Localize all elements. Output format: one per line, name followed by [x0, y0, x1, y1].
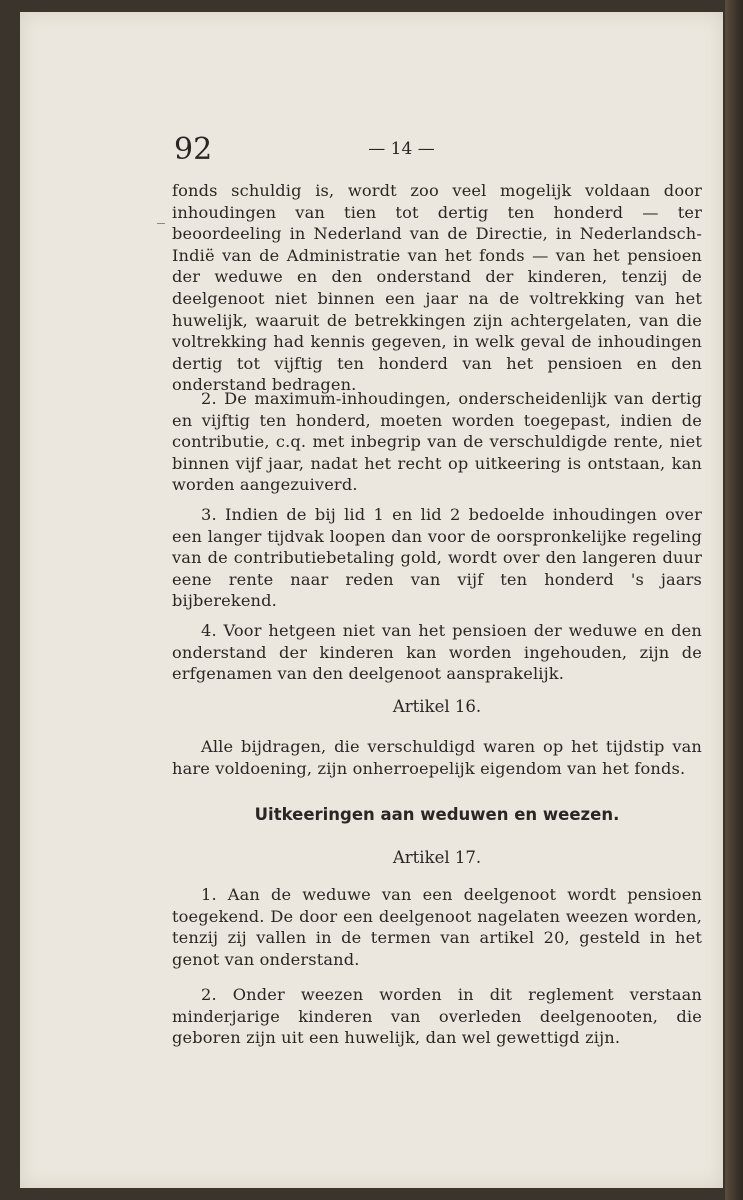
article-17-paragraph-1-text: 1. Aan de weduwe van een deelgenoot wordt pensioen toegekend. De door een deelgenoot nagelaten weezen worden, tenzij zij vallen in de termen van artikel 20, gesteld in het genot van onderstand. [172, 885, 702, 969]
article-16-text: Alle bijdragen, die verschuldigd waren op het tijdstip van hare voldoening, zijn onherroepelijk eigendom van het fonds. [172, 737, 702, 778]
paragraph-4 [172, 620, 702, 685]
running-head: — 14 — [368, 139, 435, 159]
article-17-heading: Artikel 17. [392, 848, 482, 867]
section-heading: Uitkeeringen aan weduwen en weezen. [254, 805, 620, 824]
paragraph-2-text: 2. De maximum-inhoudingen, onderscheidenlijk van dertig en vijftig ten honderd, moeten worden toegepast, indien de contributie, c.q. met inbegrip van de verschuldigde rente, niet binnen vijf jaar, nadat het recht op uitkeering is ontstaan, kan worden aangezuiverd. [172, 389, 702, 495]
paragraph-4-text: 4. Voor hetgeen niet van het pensioen der weduwe en den onderstand der kinderen kan worden ingehouden, zijn de erfgenamen van den deelgenoot aansprakelijk. [172, 621, 702, 684]
article-17-paragraph-2-text: 2. Onder weezen worden in dit reglement verstaan minderjarige kinderen van overleden deelgenooten, die geboren zijn uit een huwelijk, dan wel gewettigd zijn. [172, 985, 702, 1048]
paragraph-intro-text: fonds schuldig is, wordt zoo veel mogelijk voldaan door inhoudingen van tien tot dertig ten honderd — ter beoordeeling in Nederland van de Directie, in Nederlandsch-Indië van de Administratie van het fonds — van het pensioen der weduwe en den onderstand der kinderen, tenzij de deelgenoot niet binnen een jaar na de voltrekking van het huwelijk, waaruit de betrekkingen zijn achtergelaten, van die voltrekking had kennis gegeven, in welk geval de inhoudingen dertig tot vijftig ten honderd van het pensioen en den onderstand bedragen. [172, 181, 702, 395]
book-spine-edge [725, 0, 743, 1200]
article-17-paragraph-2 [172, 984, 702, 1049]
article-16-heading: Artikel 16. [392, 697, 482, 716]
paragraph-intro [172, 180, 702, 396]
margin-mark [157, 223, 165, 224]
article-17-paragraph-1 [172, 884, 702, 970]
paragraph-2 [172, 388, 702, 496]
paragraph-3-text: 3. Indien de bij lid 1 en lid 2 bedoelde inhoudingen over een langer tijdvak loopen dan voor de oorspronkelijke regeling van de contributiebetaling gold, wordt over den langeren duur eene rente naar reden van vijf ten honderd 's jaars bijberekend. [172, 505, 702, 611]
paragraph-3 [172, 504, 702, 612]
article-16-body [172, 736, 702, 779]
page-number: 92 [174, 132, 213, 167]
